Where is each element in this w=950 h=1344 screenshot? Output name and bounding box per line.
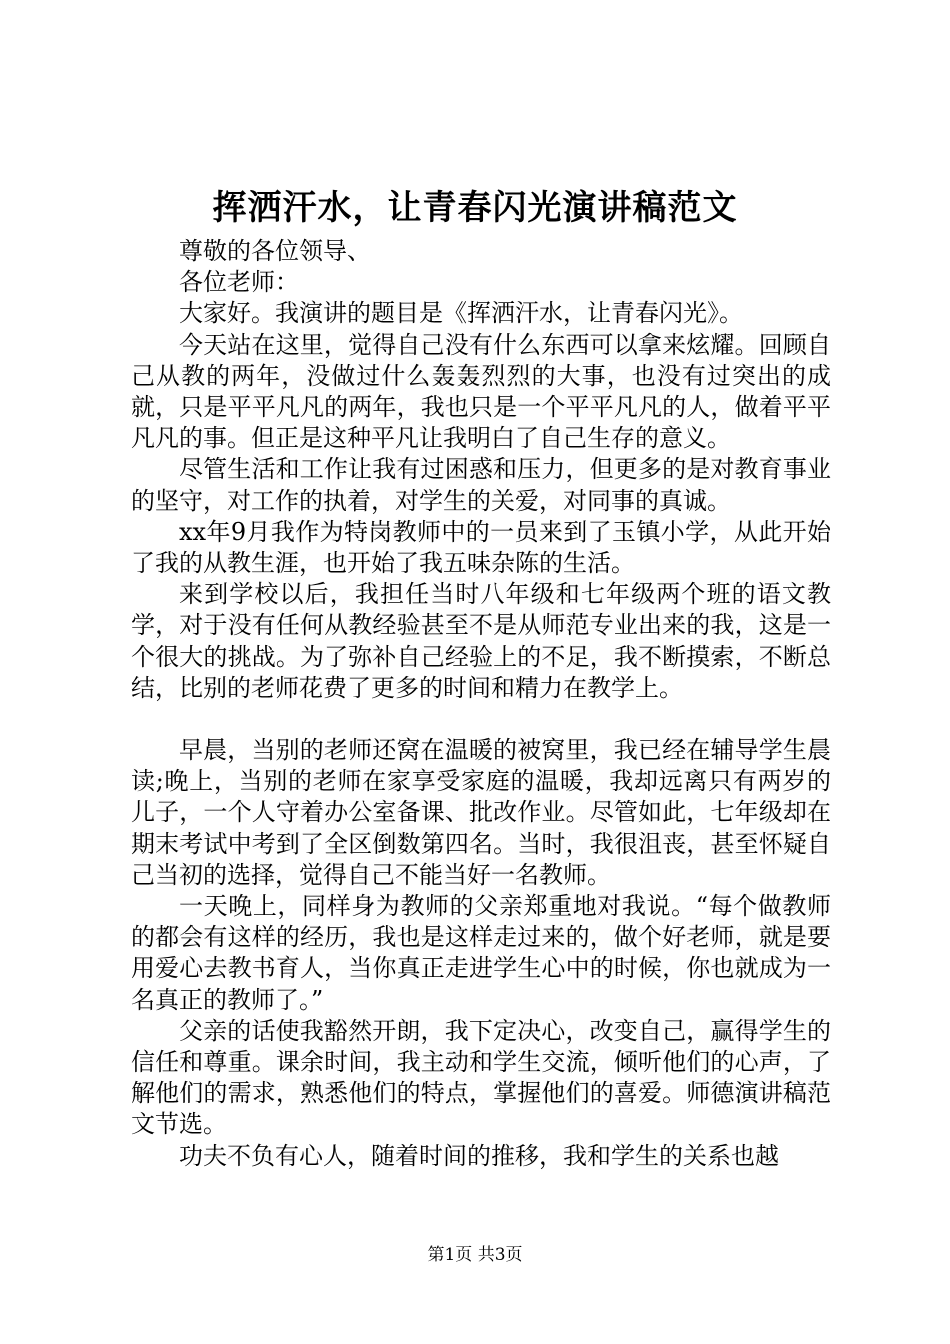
body-paragraph: 大家好。我演讲的题目是《挥洒汗水，让青春闪光》。 — [179, 299, 743, 328]
body-paragraph: 来到学校以后，我担任当时八年级和七年级两个班的语文教学，对于没有任何从教经验甚至不是从师范专业出来的我，这是一个很大的挑战。为了弥补自己经验上的不足，我不断摸索，不断总结，比别的老师花费了更多的时间和精力在教学上。 — [131, 580, 831, 702]
document-title: 挥洒汗水，让青春闪光演讲稿范文 — [212, 188, 738, 228]
body-paragraph: xx年9月我作为特岗教师中的一员来到了玉镇小学，从此开始了我的从教生涯，也开始了我五味杂陈的生活。 — [131, 517, 831, 578]
body-paragraph: 一天晚上，同样身为教师的父亲郑重地对我说。“每个做教师的都会有这样的经历，我也是这样走过来的，做个好老师，就是要用爱心去教书育人，当你真正走进学生心中的时候，你也就成为一名真正的教师了。” — [131, 892, 831, 1014]
salutation-line: 各位老师： — [179, 268, 299, 297]
salutation-line: 尊敬的各位领导、 — [179, 237, 371, 265]
body-paragraph: 尽管生活和工作让我有过困惑和压力，但更多的是对教育事业的坚守，对工作的执着，对学生的关爱，对同事的真诚。 — [131, 455, 831, 515]
body-paragraph: 早晨，当别的老师还窝在温暖的被窝里，我已经在辅导学生晨读;晚上，当别的老师在家享受家庭的温暖，我却远离只有两岁的儿子，一个人守着办公室备课、批改作业。尽管如此，七年级却在期末考试中考到了全区倒数第四名。当时，我很沮丧，甚至怀疑自己当初的选择，觉得自己不能当好一名教师。 — [131, 736, 831, 889]
document-body — [131, 236, 831, 1172]
body-paragraph: 父亲的话使我豁然开朗，我下定决心，改变自己，赢得学生的信任和尊重。课余时间，我主动和学生交流，倾听他们的心声，了解他们的需求，熟悉他们的特点，掌握他们的喜爱。师德演讲稿范文节选。 — [131, 1016, 831, 1139]
body-paragraph: 今天站在这里，觉得自己没有什么东西可以拿来炫耀。回顾自己从教的两年，没做过什么轰轰烈烈的大事，也没有过突出的成就，只是平平凡凡的两年，我也只是一个平平凡凡的人，做着平平凡凡的事。但正是这种平凡让我明白了自己生存的意义。 — [131, 330, 831, 453]
body-paragraph: 功夫不负有心人，随着时间的推移，我和学生的关系也越 — [179, 1141, 779, 1170]
page-number-footer: 第1页 共3页 — [427, 1245, 523, 1265]
